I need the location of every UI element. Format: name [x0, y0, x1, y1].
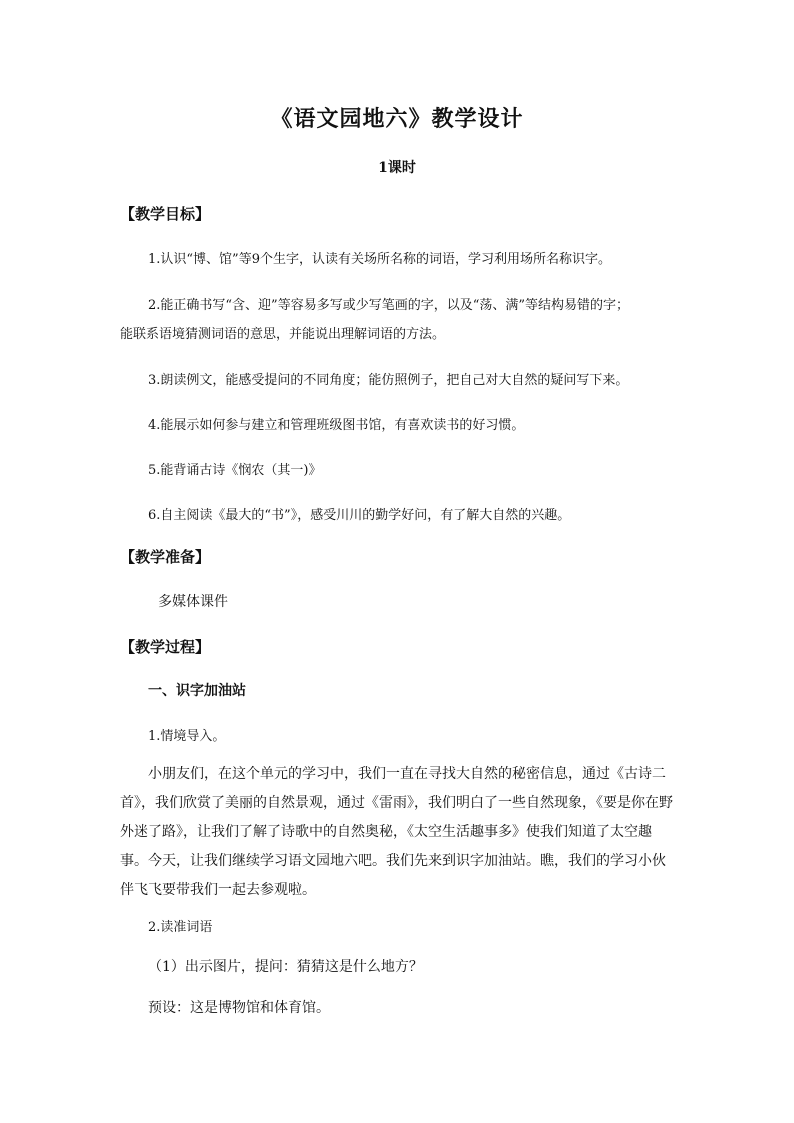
process-heading: 【教学过程】: [120, 638, 211, 656]
goals-heading: 【教学目标】: [120, 205, 211, 223]
goal-item-2: 2.能正确书写“含、迎”等容易多写或少写笔画的字，以及“荡、满”等结构易错的字；: [148, 298, 629, 313]
step-1: 1.情境导入。: [148, 729, 226, 744]
goal-item-3: 3.朗读例文，能感受提问的不同角度；能仿照例子，把自己对大自然的疑问写下来。: [148, 373, 629, 388]
goal-item-5: 5.能背诵古诗《悯农（其一)》: [148, 463, 322, 478]
goal-item-6: 6.自主阅读《最大的“书”》，感受川川的勤学好问，有了解大自然的兴趣。: [148, 508, 571, 523]
goal-item-4: 4.能展示如何参与建立和管理班级图书馆，有喜欢读书的好习惯。: [148, 418, 525, 433]
preset-answer: 预设：这是博物馆和体育馆。: [148, 1000, 330, 1016]
step-2-item-1: （1）出示图片，提问：猜猜这是什么地方？: [148, 959, 423, 975]
prep-text: 多媒体课件: [158, 594, 228, 610]
document-title: 《语文园地六》教学设计: [270, 106, 524, 132]
document-subtitle: 1课时: [378, 160, 416, 176]
goal-item-1: 1.认识“博、馆”等9个生字，认读有关场所名称的词语，学习利用场所名称识字。: [148, 252, 611, 267]
process-subheading-1: 一、识字加油站: [148, 683, 246, 699]
intro-paragraph: 小朋友们，在这个单元的学习中，我们一直在寻找大自然的秘密信息，通过《古诗二首》，我们欣赏了美丽的自然景观，通过《雷雨》，我们明白了一些自然现象，《要是你在野外迷了路》，让我们了解了诗歌中的自然奥秘，《太空生活趣事多》使我们知道了太空趣事。今天，让我们继续学习语文园地六吧。我们先来到识字加油站。瞧，我们的学习小伙伴飞飞要带我们一起去参观啦。: [120, 766, 673, 898]
step-2: 2.读准词语: [148, 920, 213, 935]
goal-item-2-continued: 能联系语境猜测词语的意思，并能说出理解词语的方法。: [120, 327, 446, 342]
prep-heading: 【教学准备】: [120, 548, 211, 566]
